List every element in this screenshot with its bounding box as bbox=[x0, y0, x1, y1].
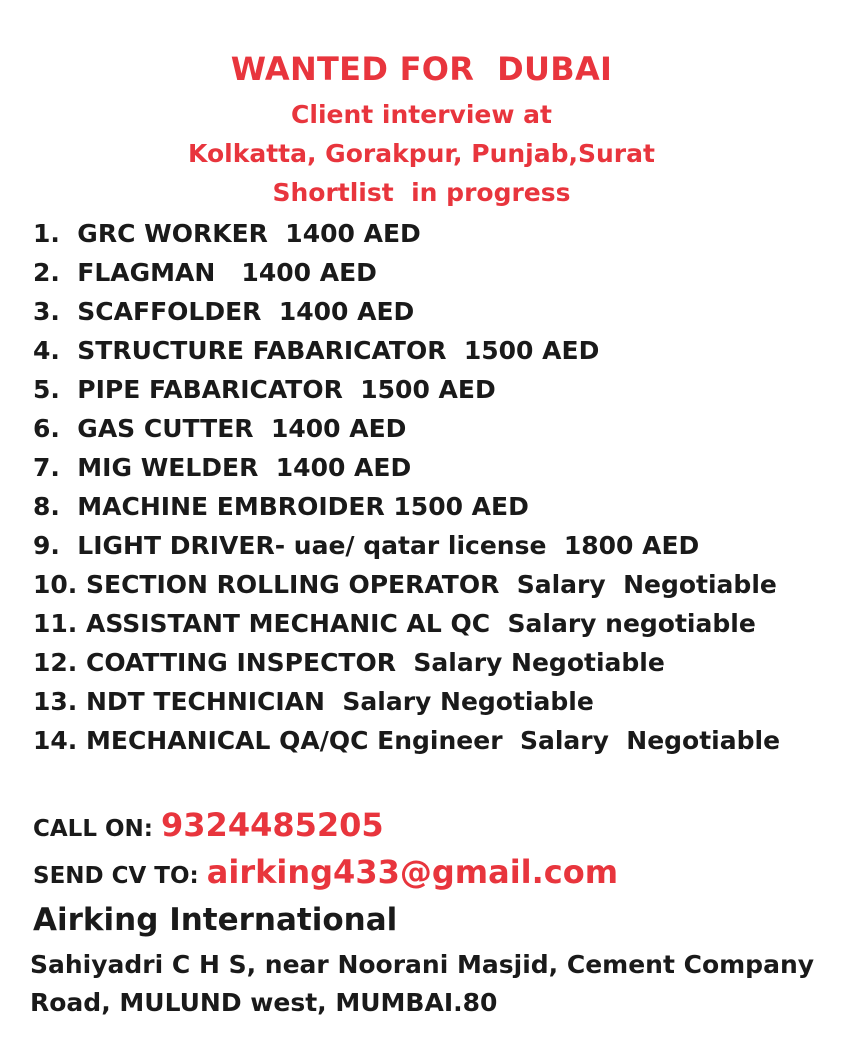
company-address bbox=[30, 946, 814, 1022]
interview-locations: Kolkatta, Gorakpur, Punjab,Surat bbox=[188, 139, 655, 168]
job-item: 3. SCAFFOLDER 1400 AED bbox=[33, 297, 415, 326]
call-line bbox=[33, 806, 384, 844]
call-label: CALL ON: bbox=[33, 816, 162, 842]
address-line: Sahiyadri C H S, near Noorani Masjid, Cement Company bbox=[30, 950, 815, 979]
job-item: 2. FLAGMAN 1400 AED bbox=[33, 258, 377, 287]
job-item: 6. GAS CUTTER 1400 AED bbox=[33, 414, 407, 443]
company-name: Airking International bbox=[33, 902, 398, 938]
send-cv-line bbox=[33, 853, 618, 891]
shortlist-status: Shortlist in progress bbox=[272, 178, 571, 207]
interview-note: Client interview at bbox=[291, 100, 552, 129]
page-title: WANTED FOR DUBAI bbox=[230, 50, 613, 88]
send-cv-label: SEND CV TO: bbox=[33, 863, 207, 889]
job-item: 8. MACHINE EMBROIDER 1500 AED bbox=[33, 492, 529, 521]
address-line: Road, MULUND west, MUMBAI.80 bbox=[30, 988, 498, 1017]
email-address[interactable]: airking433@gmail.com bbox=[206, 853, 619, 891]
job-item: 9. LIGHT DRIVER- uae/ qatar license 1800 AED bbox=[33, 531, 700, 560]
job-item: 1. GRC WORKER 1400 AED bbox=[33, 219, 421, 248]
job-item: 12. COATTING INSPECTOR Salary Negotiable bbox=[33, 648, 665, 677]
job-item: 7. MIG WELDER 1400 AED bbox=[33, 453, 412, 482]
job-item: 13. NDT TECHNICIAN Salary Negotiable bbox=[33, 687, 594, 716]
job-item: 14. MECHANICAL QA/QC Engineer Salary Negotiable bbox=[33, 726, 781, 755]
job-list bbox=[33, 214, 780, 760]
job-item: 5. PIPE FABARICATOR 1500 AED bbox=[33, 375, 496, 404]
job-item: 11. ASSISTANT MECHANIC AL QC Salary negotiable bbox=[33, 609, 756, 638]
phone-number[interactable]: 9324485205 bbox=[161, 806, 384, 844]
job-item: 4. STRUCTURE FABARICATOR 1500 AED bbox=[33, 336, 600, 365]
job-item: 10. SECTION ROLLING OPERATOR Salary Negotiable bbox=[33, 570, 777, 599]
